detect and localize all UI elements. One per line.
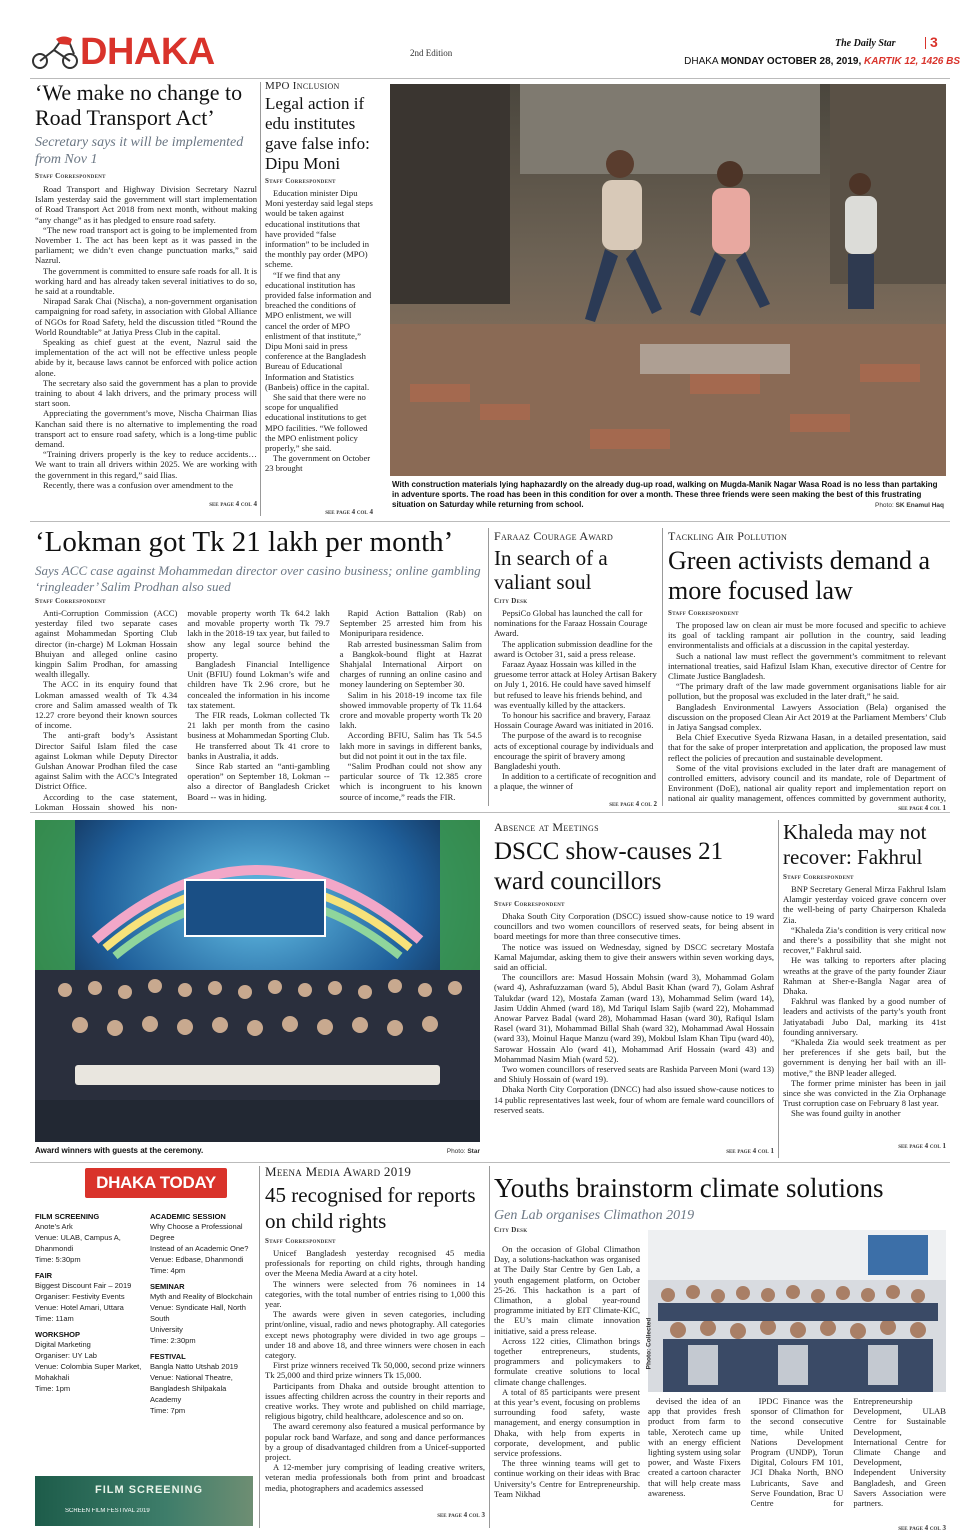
article-body [494, 911, 774, 1145]
credit-name: Star [467, 1148, 480, 1155]
paragraph: She said that there were no scope for unqualified educational institutions to get MPO facilities. “We followed the MPO enlistment policy properly,” she said. [265, 392, 368, 454]
story-air-pollution [668, 529, 946, 811]
listing-line: Time: 4pm [150, 1266, 186, 1275]
climathon-group-photo [645, 1230, 946, 1392]
section-rule [30, 1162, 950, 1163]
column-rule [489, 1166, 490, 1528]
masthead-divider [925, 37, 926, 49]
paragraph: Dhaka South City Corporation (DSCC) issued show-cause notice to 19 ward councillors and two women councillors of reserved seats, for being absent in board meetings for more than three consecutive times. [494, 911, 774, 942]
paragraph: First prize winners received Tk 50,000, second prize winners Tk 25,000 and third prize winners Tk 15,000. [265, 1360, 485, 1381]
paragraph: In addition to a certificate of recognition and a plaque, the winner of [494, 771, 656, 792]
paragraph: Anti-Corruption Commission (ACC) yesterday filed two separate cases against Mohammedan Sporting Club director (in-charge) M Lokman Hossain Bhuiyan and alleged online casino kingpin Salim Prodhan, for amassing wealth illegally. [35, 608, 178, 680]
paragraph: BNP Secretary General Mirza Fakhrul Islam Alamgir yesterday voiced grave concern over the well-being of party Chairperson Khaleda Zia. [783, 884, 946, 925]
photo-caption: Award winners with guests at the ceremony. [35, 1146, 204, 1155]
paragraph: The government is committed to ensure safe roads for all. It is working hard and has already taken several initiatives to do so, he said at a roundtable. [35, 265, 257, 297]
ceremony-photo-image [35, 820, 480, 1142]
story-lokman [35, 525, 482, 811]
story-youth-climate [494, 1172, 946, 1534]
paragraph: Participants from Dhaka and outside brought attention to issues affecting children across the country in their reports and creative works. They wrote and published on child marriage, religious bigotry, child healthcare, adolescence and so on. [265, 1380, 485, 1422]
column-rule [488, 528, 489, 806]
kicker: MPO Inclusion [265, 80, 340, 92]
paragraph: The ACC in its enquiry found that Lokman amassed wealth of Tk 4.34 crore and Salim amassed wealth of Tk 12.27 crore beyond their known sources of income. [35, 679, 178, 731]
paragraph: A 12-member jury comprising of leading creative writers, veteran media professionals both from print and broadcast media, photographers and academics assessed [265, 1462, 485, 1493]
paragraph: “The new road transport act is going to be implemented from November 1. The act has been kept as it was passed in the parliament; we didn’t even change punctuation marks,” said Nazrul. [35, 224, 257, 266]
photo-road-boys [390, 84, 946, 476]
headline: DSCC show-causes 21 ward councillors [494, 838, 724, 895]
listing-line: University [150, 1325, 183, 1334]
listing-line: Myth and Reality of Blockchain [150, 1292, 253, 1301]
column-rule [662, 528, 663, 806]
paragraph: Rapid Action Battalion (Rab) on September 25 arrested him from his Monipuripara residence. [339, 608, 482, 639]
article-body [35, 608, 482, 811]
byline: Staff Correspondent [668, 609, 739, 617]
masthead-rule [30, 78, 950, 79]
listing-line: Time: 11am [35, 1314, 74, 1323]
paragraph: Some of the vital provisions excluded in the later draft are management of controlled emitters, advisory council and its mandate, role of Department of Environment (DoE), national air quality report and implementation report on national air quality management, offences committed by government authority, [668, 762, 946, 804]
photo-caption: With construction materials lying haphazardly on the already dug-up road, walking on Mugda-Manik Nagar Wasa Road is no less than partaking in adventure sports. The road has been in this condition for over a month. These three friends were seen making the best of this frustrating situation on Saturday while returning from school. [392, 480, 938, 509]
paragraph: She was found guilty in another [791, 1108, 901, 1119]
headline: ‘Lokman got Tk 21 lakh per month’ [35, 526, 454, 558]
paragraph: He transferred about Tk 41 crore to banks in Australia, it adds. [187, 740, 330, 761]
photo-credit [380, 1148, 480, 1155]
listing-category: FILM SCREENING [35, 1212, 100, 1221]
ad-subtitle: SCREEN FILM FESTIVAL 2019 [65, 1508, 150, 1514]
continued-link[interactable]: see page 4 col 1 [726, 1147, 774, 1155]
listing-line: Organiser: UY Lab [35, 1351, 97, 1360]
listing-line: Venue: Hotel Amari, Uttara [35, 1303, 124, 1312]
subhead: Secretary says it will be implemented from Nov 1 [35, 135, 244, 167]
paragraph: Unicef Bangladesh yesterday recognised 45 media professionals for reporting on child rights, through handing over the Meena Media Award at a city hotel. [265, 1248, 485, 1279]
paragraph: “Khaleda Zia would seek treatment as per her preferences if she gets bail, but the government is denying her bail with an ill-motive,” the BNP leader alleged. [783, 1037, 946, 1078]
column-rule [260, 82, 261, 516]
listing-line: Why Choose a Professional Degree [150, 1222, 243, 1242]
paragraph: According to the case statement, Lokman Hossain showed his non-movable property worth Tk 64.2 lakh and movable property worth Tk 79.7 lakh in the 2018-19 tax year, but failed to show any legal source behind the property. [35, 608, 330, 811]
listing-line: Bangladesh Shilpakala Academy [150, 1384, 227, 1404]
kicker: Meena Media Award 2019 [265, 1164, 412, 1179]
article-body [783, 884, 946, 1140]
dhaka-today-title: DHAKA TODAY [96, 1173, 216, 1192]
paragraph: Bangladesh Environmental Lawyers Association (Bela) organised the discussion on the proposed Clean Air Act 2019 at the Parliament Members’ Club in Jatiya Sangsad complex. [668, 701, 946, 733]
story-mpo [265, 80, 373, 516]
story-meena [265, 1164, 485, 1534]
paragraph: Across 122 cities, Climathon brings together entrepreneurs, students, programmers and policymakers to formulate creative solutions to local climate change challenges. [494, 1335, 640, 1387]
paragraph: IPDC Finance was the sponsor of Climathon for the second consecutive time, while United Nations Development Program (UNDP), Torun Digital, Colours FM 101, JCI Dhaka North, BNO Lubricants, Save and Serve Foundation, Brac U Centre for Entrepreneurship Development, ULAB Centre for Sustainable Development, International Centre for Climate Change and Development, Independent University Bangladesh, and Green Savers Association were partners. [750, 1396, 946, 1509]
continued-link[interactable]: see page 4 col 4 [325, 508, 373, 516]
paragraph: The government on October 23 brought [265, 453, 371, 474]
paragraph: devised the idea of an app that provides fresh product from farm to table, Xerotech came up with an energy efficient lighting system using solar power, and Waste Fixers created a cartoon character that will help create mass awareness. [648, 1396, 741, 1498]
paragraph: To honour his sacrifice and bravery, Faraaz Hossain Courage Award was initiated in 2016. [494, 710, 654, 731]
paragraph: “If we find that any educational institution has provided false information and breached the conditions of MPO enlistment, we will cancel the order of MPO enlistment of that institute,” Dipu Moni said in press conference at the Bangladesh Bureau of Educational Information and Statistics (Banbeis) office in the capital. [265, 269, 372, 392]
listing-line: Venue: Colombia Super Market, [35, 1362, 142, 1371]
continued-link[interactable]: see page 4 col 4 [209, 500, 257, 508]
photo-credit-vertical: Photo: Collected [645, 1317, 653, 1370]
credit-name: SK Enamul Haq [895, 502, 944, 509]
byline: Staff Correspondent [265, 177, 336, 185]
kicker: Tackling Air Pollution [668, 529, 788, 543]
paragraph: Appreciating the government’s move, Nischa Chairman Ilias Kanchan said there is no alternative to implementing the road transport act to ensure road safety, which is a long-time public demand. [35, 408, 257, 450]
listing-category: ACADEMIC SESSION [150, 1212, 226, 1221]
story-road-transport [35, 80, 257, 516]
paragraph: “Salim Prodhan could not show any particular source of Tk 12.385 crore which is incongruent to his known source of income,” reads the FIR. [339, 761, 482, 802]
listing-line: Time: 5:30pm [35, 1255, 81, 1264]
article-body-left [494, 1244, 640, 1522]
rickshaw-logo-icon [30, 36, 82, 70]
continued-link[interactable]: see page 4 col 1 [898, 804, 946, 811]
paragraph: The notice was issued on Wednesday, signed by DSCC secretary Mostafa Kamal Majumdar, asking them to give their answers within seven working days, said an official. [494, 941, 774, 973]
paragraph: The application submission deadline for the award is October 31, said a press release. [494, 638, 653, 659]
byline: City Desk [494, 1226, 528, 1234]
dateline-city: DHAKA [684, 56, 719, 67]
paragraph: Fakhrul was flanked by a good number of leaders and activists of the party’s youth front Jatiyatabadi Jubo Dal, marking its 41st founding anniversary. [783, 996, 946, 1037]
listing-line: Venue: Edbase, Dhanmondi [150, 1255, 244, 1264]
headline: ‘We make no change to Road Transport Act’ [35, 80, 243, 130]
paragraph: The awards were given in seven categories, including print/online, visual, radio and news photography. All categories except news photography were divided in two age groups – under 18 and above 18, and three winners were chosen in each category. [265, 1309, 485, 1361]
paragraph: PepsiCo Global has launched the call for nominations for the Faraaz Hossain Courage Award. [494, 608, 648, 639]
byline: Staff Correspondent [35, 172, 106, 180]
paragraph: According BFIU, Salim has Tk 54.5 lakh more in savings in different banks, but did not point it out in the tax file. [339, 730, 482, 761]
subhead: Says ACC case against Mohammedan director over casino business; online gambling ‘ringleader’ Salim Prodhan also sued [35, 563, 481, 594]
photo-credit [800, 502, 944, 509]
listing-line: Biggest Discount Fair – 2019 [35, 1281, 132, 1290]
byline: Staff Correspondent [494, 900, 565, 908]
headline: In search of a valiant soul [494, 546, 608, 594]
paragraph: “Training drivers properly is the key to reduce accidents… We want to train all drivers within 2025. We are working with the government in this regard,” said Ilias. [35, 449, 257, 480]
listing-category: SEMINAR [150, 1282, 185, 1291]
listing-line: Venue: ULAB, Campus A, [35, 1233, 121, 1242]
paragraph: The anti-graft body’s Assistant Director Saiful Islam filed the case against Lokman while Deputy Director Gulshan Anowar Prodhan filed the case against Salim with the ACC’s Integrated District Office. [35, 730, 178, 792]
paragraph: The former prime minister has been in jail since she was convicted in the Zia Orphanage Trust corruption case on February 8 last year. [783, 1077, 946, 1109]
paragraph: Nirapad Sarak Chai (Nischa), a non-government organisation campaigning for road safety, in association with Global Alliance of NGOs for Road Safety, held the discussion titled “Round the World Roundtable” at Jatiya Press Club in the capital. [35, 296, 257, 337]
listing-line: Dhanmondi [35, 1244, 74, 1253]
story-dscc [494, 820, 774, 1160]
article-body-right [648, 1396, 946, 1520]
listing-line: Anote’s Ark [35, 1222, 73, 1231]
listing-line: Digital Marketing [35, 1340, 91, 1349]
byline: Staff Correspondent [783, 873, 854, 881]
paragraph: The three winning teams will get to continue working on their ideas with Brac University’s Centre for Entrepreneurship. Team Nikhad [494, 1458, 640, 1499]
listing-line: Time: 1pm [35, 1384, 71, 1393]
story-faraaz [494, 529, 657, 811]
paragraph: On the occasion of Global Climathon Day, a solutions-hackathon was organised at The Daily Star Centre by Gen Lab, a youth engagement platform, on October 25-26. This hackathon is a part of Climathon, a global year-round programme initiated by EIT Climate-KIC, the EU’s main climate innovation initiative, said a press release. [494, 1244, 640, 1336]
byline: City Desk [494, 597, 528, 605]
paragraph: The FIR reads, Lokman collected Tk 21 lakh per month from the casino business at Mohammedan Sporting Club. [187, 710, 330, 741]
street-photo-image [390, 84, 946, 476]
listing-line: Instead of an Academic One? [150, 1244, 249, 1253]
paragraph: Dhaka North City Corporation (DNCC) had also issued show-cause notices to 14 public representatives last week, four of whom are female ward councillors of reserved seats. [494, 1084, 774, 1115]
headline: Legal action if edu institutes gave false info: Dipu Moni [265, 94, 370, 173]
article-body [265, 1248, 485, 1510]
paragraph: The award ceremony also featured a musical performance by popular rock band Warfaze, and song and dance performances by a group of disadvantaged children from a Unicef-supported project. [265, 1421, 485, 1463]
article-body [494, 608, 657, 800]
paper-logo: The Daily Star [835, 38, 896, 49]
paragraph: Road Transport and Highway Division Secretary Nazrul Islam yesterday said the government will start implementation of Road Transport Act 2018 from next month, without making “any change” as it has pledged to ensure road safety. [35, 184, 257, 225]
kicker: Absence at Meetings [494, 820, 599, 834]
listing-line: Venue: National Theatre, [150, 1373, 233, 1382]
ad-title: FILM SCREENING [95, 1484, 204, 1496]
edition-label: 2nd Edition [410, 48, 453, 58]
paragraph: The secretary also said the government has a plan to provide training to about 4 lakh drivers, and the primary process will start soon. [35, 377, 257, 409]
article-body [265, 188, 373, 508]
page-number: 3 [930, 34, 938, 50]
headline: Green activists demand a more focused law [668, 546, 931, 605]
paragraph: Bela Chief Executive Syeda Rizwana Hasan, in a detailed presentation, said that for the sake of proper interpretation and application, the proposed law must reflect the policies of precaution and sustainable development. [668, 732, 946, 763]
dateline-bangla: KARTIK 12, 1426 BS [864, 56, 960, 67]
continued-link[interactable]: see page 4 col 3 [437, 1511, 485, 1519]
paragraph: The winners were selected from 76 nominees in 14 categories, with the total number of entries rising to 1,000 this year. [265, 1278, 485, 1310]
paragraph: “Khaleda Zia’s condition is very critical now and there’s a possibility that she might not recover,” Fakhrul said. [783, 924, 946, 956]
dhaka-today-banner [85, 1168, 227, 1198]
paragraph: Faraaz Ayaaz Hossain was killed in the gruesome terror attack at Holey Artisan Bakery on July 1, 2016. He could have saved himself but refused to leave his friends behind, and was eventually killed by the attackers. [494, 659, 657, 710]
section-title: DHAKA [80, 32, 215, 72]
column-rule [778, 820, 779, 1158]
listing-line: Venue: Syndicate Hall, North South [150, 1303, 246, 1323]
dateline [660, 56, 960, 67]
continued-link[interactable]: see page 4 col 2 [609, 800, 657, 808]
kicker: Faraaz Courage Award [494, 529, 614, 543]
subhead: Gen Lab organises Climathon 2019 [494, 1208, 695, 1223]
paragraph: Since Rab started an “anti-gambling operation” on September 18, Lokman -- also a director of Bangladesh Cricket Board -- was in hiding. [187, 761, 330, 802]
paragraph: Salim in his 2018-19 income tax file showed immovable property of Tk 11.64 crore and movable property worth Tk 20 lakh. [339, 689, 482, 731]
headline: 45 recognised for reports on child rights [265, 1183, 476, 1233]
credit-label: Photo: [446, 1148, 466, 1155]
continued-link[interactable]: see page 4 col 3 [898, 1524, 946, 1532]
paragraph: Rab arrested businessman Salim from a Bangkok-bound flight at Hazrat Shahjalal International Airport on charges of running an online casino and money laundering on September 30. [339, 638, 482, 690]
paragraph: The councillors are: Masud Hossain Mohsin (ward 3), Mohammad Golam (ward 4), Ashrafuzzaman (ward 5), Abdul Basit Khan (ward 7), Golam Ashraf Talukdar (ward 12), Mostafa Zaman (ward 13), Mohammad Selim (ward 14), Jasim Uddin Ahmed (ward 18), Md Tariqul Islam Sajib (ward 22), Mohammad Anowar Parvez Badal (ward 28), Mohammad Hasan (ward 30), Rafiqul Islam Rasel (ward 31), Mohammad Billal Shah (ward 32), Mohammad Awal Hossain (ward 33), Moinul Haque Manzu (ward 39), Mokbul Islam Khan Tipu (ward 40), Sarowar Hossain Alo (ward 41), Mohammad Arif Hossain (ward 43) and Mohammad Nasim Miah (ward 52). [494, 972, 774, 1064]
paragraph: The proposed law on clean air must be more focused and specific to achieve its goal of tackling rampant air pollution in the country, said leading environmentalists and officials at a discussion in the capital yesterday. [668, 620, 946, 651]
column-rule [259, 1166, 260, 1528]
listing-line: Time: 2:30pm [150, 1336, 196, 1345]
byline: Staff Correspondent [265, 1237, 336, 1245]
paragraph: Two women councillors of reserved seats are Rashida Parveen Moni (ward 13) and Shiuly Hossain of (ward 19). [494, 1064, 774, 1085]
listing-category: FAIR [35, 1271, 53, 1280]
film-screening-ad [35, 1476, 253, 1526]
article-body [668, 620, 946, 804]
story-khaleda [783, 820, 946, 1160]
photo-climathon [645, 1230, 946, 1392]
listing-line: Organiser: Festivity Events [35, 1292, 125, 1301]
paragraph: Recently, there was a confusion over amendment to the [43, 479, 234, 490]
article-body [35, 184, 257, 500]
photo-award-ceremony [35, 820, 480, 1142]
section-rule [30, 812, 950, 813]
byline: Staff Correspondent [35, 597, 106, 605]
paragraph: The purpose of the award is to recognise acts of exceptional courage by individuals and encourage the spirit of bravery among Bangladeshi youth. [494, 730, 654, 772]
listing-category: FESTIVAL [150, 1352, 186, 1361]
listing-line: Bangla Natto Utshab 2019 [150, 1362, 238, 1371]
paragraph: A total of 85 participants were present at this year’s event, focusing on problems surrounding food safety, waste management, and energy consumption in Dhaka, with help from experts in corporate, development, and public service professions. [494, 1386, 640, 1459]
dateline-date: MONDAY OCTOBER 28, 2019, [720, 56, 862, 67]
paragraph: Such a national law must reflect the government’s commitment to relevant international treaties, said Hafizul Islam Khan, executive director of Centre for Climate Justice Bangladesh. [668, 650, 946, 682]
listing-line: Mohakhali [35, 1373, 70, 1382]
masthead [30, 32, 960, 78]
listings-left [35, 1206, 147, 1394]
section-rule [30, 521, 950, 522]
paragraph: Bangladesh Financial Intelligence Unit (BFIU) found Lokman’s wife and children have Tk 2.96 crore, but he concealed the information in his income tax statement. [187, 659, 330, 710]
paragraph: He was talking to reporters after placing wreaths at the grave of the party founder Ziaur Rahman at Sher-e-Bangla Nagar area of Dhaka. [783, 955, 946, 997]
paragraph: Education minister Dipu Moni yesterday said legal steps would be taken against educational institutions that have provided “false information” to be included in the monthly pay order (MPO) scheme. [265, 188, 373, 270]
headline: Khaleda may not recover: Fakhrul [783, 820, 927, 869]
paragraph: “The primary draft of the law made government organisations liable for air pollution, but the proposal was excluded in the later draft,” he said. [668, 681, 946, 702]
listing-category: WORKSHOP [35, 1330, 80, 1339]
dhaka-today-box [33, 1166, 255, 1528]
listing-line: Time: 7pm [150, 1406, 186, 1415]
continued-link[interactable]: see page 4 col 1 [898, 1142, 946, 1150]
credit-label: Photo: [874, 502, 894, 509]
listings-right [150, 1206, 255, 1416]
headline: Youths brainstorm climate solutions [494, 1173, 884, 1203]
paragraph: Speaking as chief guest at the event, Nazrul said the implementation of the act will not be effective unless people abide by it, because laws cannot be enforced with police action alone. [35, 337, 257, 378]
